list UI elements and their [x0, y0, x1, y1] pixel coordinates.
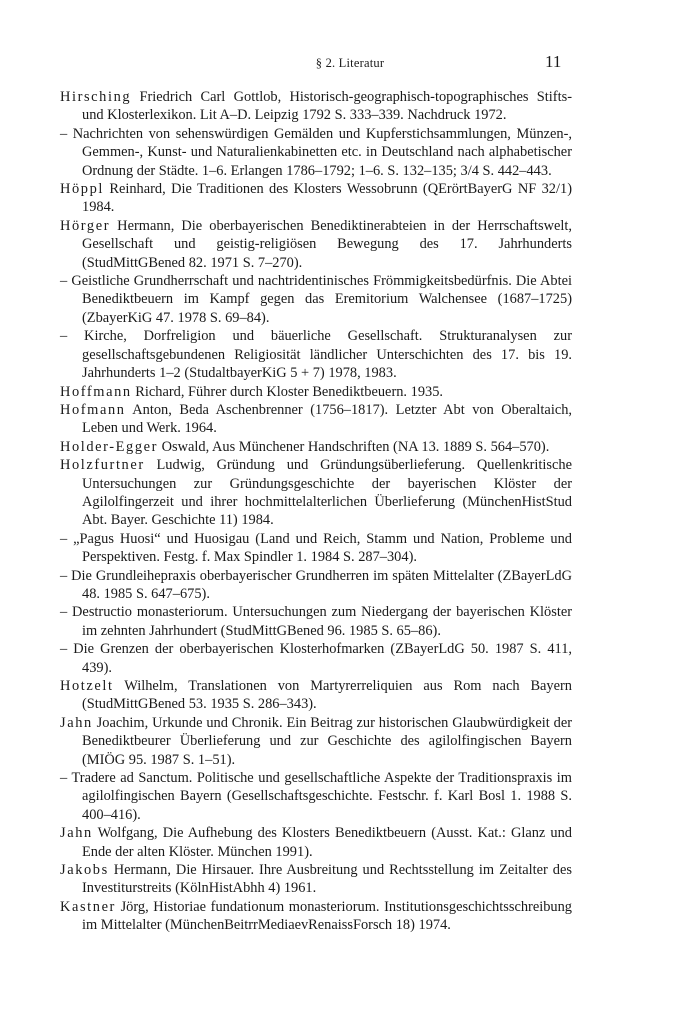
- bibliography-entry: [60, 456, 572, 530]
- entry-text: Reinhard, Die Traditionen des Klosters Wessobrunn (QErörtBayerG NF 32/1) 1984.: [82, 181, 572, 216]
- entry-author: Höppl: [60, 181, 104, 198]
- running-head: § 2. Literatur: [315, 56, 385, 70]
- bibliography-entry: [60, 180, 572, 217]
- bibliography-entry: [60, 327, 572, 382]
- page-number: 11: [545, 52, 562, 71]
- entry-text: Oswald, Aus Münchener Handschriften (NA 13. 1889 S. 564–570).: [158, 438, 550, 455]
- bibliography-entry: [60, 125, 572, 180]
- entry-text: – Kirche, Dorfreligion und bäuerliche Gesellschaft. Strukturanalysen zur gesellschaftsgebundenen Religiosität ländlicher Unterschichten des 17. bis 19. Jahrhunderts 1–2 (StudaltbayerKiG 5 + 7) 1978, 1983.: [60, 328, 572, 382]
- entry-author: Hoffmann: [60, 383, 132, 400]
- entry-author: Jakobs: [60, 862, 109, 879]
- bibliography-entry: [60, 640, 572, 677]
- entry-text: Anton, Beda Aschenbrenner (1756–1817). Letzter Abt von Oberaltaich, Leben und Werk. 1964.: [82, 401, 572, 437]
- bibliography-entry: [60, 861, 572, 898]
- entry-text: Hermann, Die Hirsauer. Ihre Ausbreitung und Rechtsstellung im Zeitalter des Investiturstreits (KölnHistAbhh 4) 1961.: [82, 862, 572, 897]
- entry-author: Hofmann: [60, 401, 126, 418]
- entry-author: Hörger: [60, 217, 111, 234]
- entry-text: – Destructio monasteriorum. Untersuchungen zum Niedergang der bayerischen Klöster im zehnten Jahrhundert (StudMittGBened 96. 1985 S. 65–86).: [60, 604, 572, 639]
- bibliography-entry: [60, 88, 572, 125]
- bibliography-entry: [60, 824, 572, 861]
- entry-author: Jahn: [60, 825, 93, 842]
- bibliography-entry: [60, 401, 572, 438]
- entry-text: Friedrich Carl Gottlob, Historisch-geographisch-topographisches Stifts- und Klosterlexikon. Lit A–D. Leipzig 1792 S. 333–339. Nachdruck 1972.: [82, 89, 572, 124]
- entry-text: Jörg, Historiae fundationum monasteriorum. Institutionsgeschichtsschreibung im Mittelalter (MünchenBeitrrMediaevRenaissForsch 18) 1974.: [82, 898, 572, 934]
- bibliography-entry: [60, 530, 572, 567]
- entry-text: Hermann, Die oberbayerischen Benediktinerabteien in der Herrschaftswelt, Gesellschaft und geistig-religiösen Bewegung des 17. Jahrhunderts (StudMittGBened 82. 1971 S. 7–270).: [82, 217, 572, 271]
- bibliography-entry: [60, 217, 572, 272]
- entry-author: Hirsching: [60, 89, 132, 105]
- bibliography-entry: [60, 383, 572, 401]
- entry-text: Ludwig, Gründung und Gründungsüberlieferung. Quellenkritische Untersuchungen zur Gründungsgeschichte der bayerischen Klöster der Agilolfingerzeit und ihrer hochmittelalterlichen Überlieferung (MünchenHistStud Abt. Bayer. Geschichte 11) 1984.: [82, 457, 572, 529]
- entry-text: Richard, Führer durch Kloster Benediktbeuern. 1935.: [131, 383, 444, 400]
- bibliography-entry: [60, 272, 572, 327]
- entry-text: Joachim, Urkunde und Chronik. Ein Beitrag zur historischen Glaubwürdigkeit der Benediktbeurer Überlieferung und zur Geschichte des agilolfingischen Bayern (MIÖG 95. 1987 S. 1–51).: [82, 714, 572, 768]
- entry-author: Jahn: [60, 714, 93, 731]
- entry-text: Wilhelm, Translationen von Martyrerreliquien aus Rom nach Bayern (StudMittGBened 53. 1935 S. 286–343).: [82, 678, 572, 713]
- entry-text: – Nachrichten von sehenswürdigen Gemälden und Kupferstichsammlungen, Münzen-, Gemmen-, Kunst- und Naturalienkabinetten etc. in Deutschland nach alphabetischer Ordnung der Städte. 1–6. Erlangen 1786–1792; 1–6. S. 132–135; 3/4 S. 442–443.: [60, 125, 572, 179]
- entry-text: – Die Grenzen der oberbayerischen Klosterhofmarken (ZBayerLdG 50. 1987 S. 411, 439).: [60, 641, 572, 676]
- bibliography-entry: [60, 769, 572, 824]
- bibliography-list: [60, 88, 572, 935]
- entry-text: – Geistliche Grundherrschaft und nachtridentinisches Frömmigkeitsbedürfnis. Die Abtei Benediktbeuern im Kampf gegen das Eremitorium Walchensee (1687–1725) (ZbayerKiG 47. 1978 S. 69–84).: [60, 273, 572, 326]
- bibliography-entry: [60, 567, 572, 604]
- entry-text: – „Pagus Huosi“ und Huosigau (Land und Reich, Stamm und Nation, Probleme und Perspektiven. Festg. f. Max Spindler 1. 1984 S. 287–304).: [60, 530, 572, 566]
- entry-author: Holder-Egger: [60, 438, 159, 455]
- bibliography-entry: [60, 898, 572, 935]
- bibliography-entry: [60, 603, 572, 640]
- entry-author: Holzfurtner: [60, 457, 145, 474]
- bibliography-entry: [60, 438, 572, 456]
- bibliography-entry: [60, 714, 572, 769]
- entry-author: Kastner: [60, 898, 116, 915]
- entry-author: Hotzelt: [60, 678, 114, 694]
- entry-text: – Tradere ad Sanctum. Politische und gesellschaftliche Aspekte der Traditionspraxis im agilolfingischen Bayern (Gesellschaftsgeschichte. Festschr. f. Karl Bosl 1. 1988 S. 400–416).: [60, 770, 572, 823]
- entry-text: Wolfgang, Die Aufhebung des Klosters Benediktbeuern (Ausst. Kat.: Glanz und Ende der alten Klöster. München 1991).: [82, 825, 572, 860]
- entry-text: – Die Grundleihepraxis oberbayerischer Grundherren im späten Mittelalter (ZBayerLdG 48. 1985 S. 647–675).: [60, 567, 572, 602]
- bibliography-entry: [60, 677, 572, 714]
